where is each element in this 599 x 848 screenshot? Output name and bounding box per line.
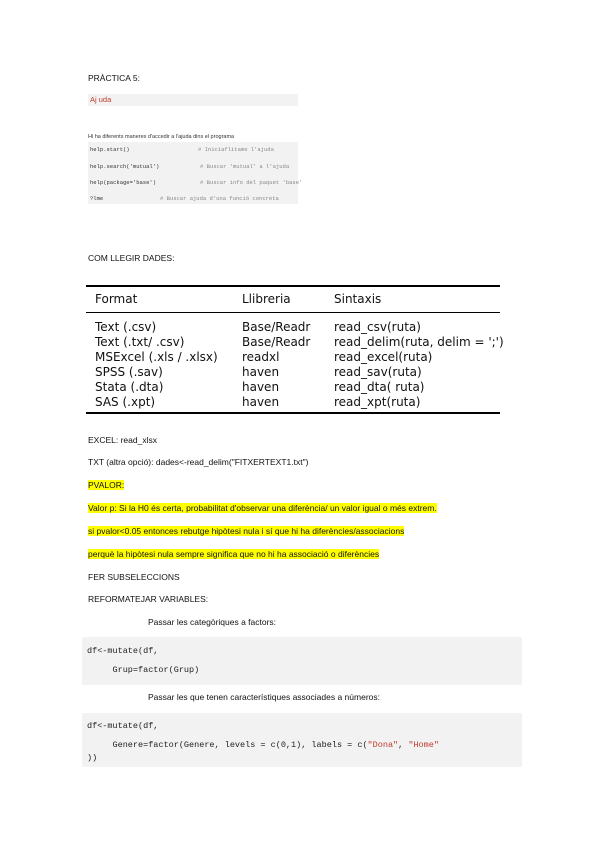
table-cell: read_dta( ruta) (334, 380, 425, 394)
help-comment-3: # Buscar info del paquet 'base' (200, 179, 303, 186)
code-fragment: Genere=factor(Genere, levels = c(0,1), labels = c( (87, 740, 368, 750)
help-comment-4: # Buscar ajuda d'una funció concreta (160, 195, 279, 202)
code-fragment: , (398, 740, 409, 750)
ajuda-box (88, 94, 298, 106)
reformatejar-heading: REFORMATEJAR VARIABLES: (88, 594, 209, 604)
table-cell: read_csv(ruta) (334, 320, 421, 334)
table-cell: haven (242, 395, 280, 409)
help-cmd-2: help.search('mutual') (90, 163, 160, 170)
table-cell: read_xpt(ruta) (334, 395, 421, 409)
table-cell: read_sav(ruta) (334, 365, 422, 379)
help-cmd-4: ?lme (90, 195, 104, 202)
code-string-home: "Home" (408, 740, 439, 750)
help-cmd-3: help(package='base') (90, 179, 157, 186)
table-cell: Stata (.dta) (95, 380, 164, 394)
code-string-dona: "Dona" (367, 740, 399, 750)
code-line: Grup=factor(Grup) (87, 665, 200, 675)
formats-table (86, 285, 504, 413)
table-header-sintaxis: Sintaxis (334, 292, 382, 306)
ajuda-label: Aj uda (90, 95, 112, 104)
txt-line: TXT (altra opció): dades<-read_delim("FITXERTEXT1.txt") (88, 457, 309, 467)
table-cell: SPSS (.sav) (95, 365, 163, 379)
code-block-2 (82, 713, 522, 767)
pvalor-line-3: perquè la hipòtesi nula sempre significa que no hi ha associació o diferències (88, 549, 380, 559)
code-line: df<-mutate(df, (87, 721, 159, 731)
fer-subseleccions: FER SUBSELECCIONS (88, 572, 180, 582)
pvalor-line-1: Valor p: Si la H0 és certa, probabilitat d'observar una diferència/ un valor igual o més extrem. (88, 503, 437, 513)
code-line: )) (87, 753, 98, 763)
table-header-rule (86, 312, 500, 313)
table-cell: Text (.csv) (95, 320, 157, 334)
table-cell: readxl (242, 350, 280, 364)
pvalor-heading: PVALOR: (88, 480, 125, 490)
table-cell: Base/Readr (242, 320, 311, 334)
table-cell: read_delim(ruta, delim = ';') (334, 335, 504, 349)
code-block-1 (82, 637, 522, 685)
table-cell: MSExcel (.xls / .xlsx) (95, 350, 218, 364)
pvalor-line-2: si pvalor<0.05 entonces rebutge hipòtesi nula i sí que hi ha diferències/associacions (88, 526, 405, 536)
table-cell: Base/Readr (242, 335, 311, 349)
help-cmd-1: help.start() (90, 146, 130, 153)
practica-heading: PRÀCTICA 5: (88, 73, 140, 83)
table-cell: haven (242, 365, 280, 379)
llegir-heading: COM LLEGIR DADES: (88, 253, 175, 263)
table-cell: SAS (.xpt) (95, 395, 156, 409)
table-cell: haven (242, 380, 280, 394)
table-header-llibreria: Llibreria (242, 292, 291, 306)
code-line: df<-mutate(df, (87, 646, 159, 656)
passar-factors: Passar les categòriques a factors: (148, 617, 277, 627)
excel-line: EXCEL: read_xlsx (88, 435, 157, 445)
passar-numeros: Passar les que tenen característiques associades a números: (148, 692, 380, 702)
help-comment-2: # Buscar 'mutual' a l'ajuda (200, 163, 290, 170)
table-bottom-rule (86, 412, 500, 414)
help-intro: Hi ha diferents maneres d'accedir a l'ajuda dins el programa (88, 134, 235, 140)
code-line-genere (87, 740, 439, 750)
table-header-format: Format (95, 292, 138, 306)
table-top-rule (86, 285, 500, 287)
help-code-box (88, 142, 303, 204)
table-cell: Text (.txt/ .csv) (95, 335, 185, 349)
help-comment-1: # Iniciaflitame l'ajuda (198, 146, 274, 153)
table-cell: read_excel(ruta) (334, 350, 433, 364)
